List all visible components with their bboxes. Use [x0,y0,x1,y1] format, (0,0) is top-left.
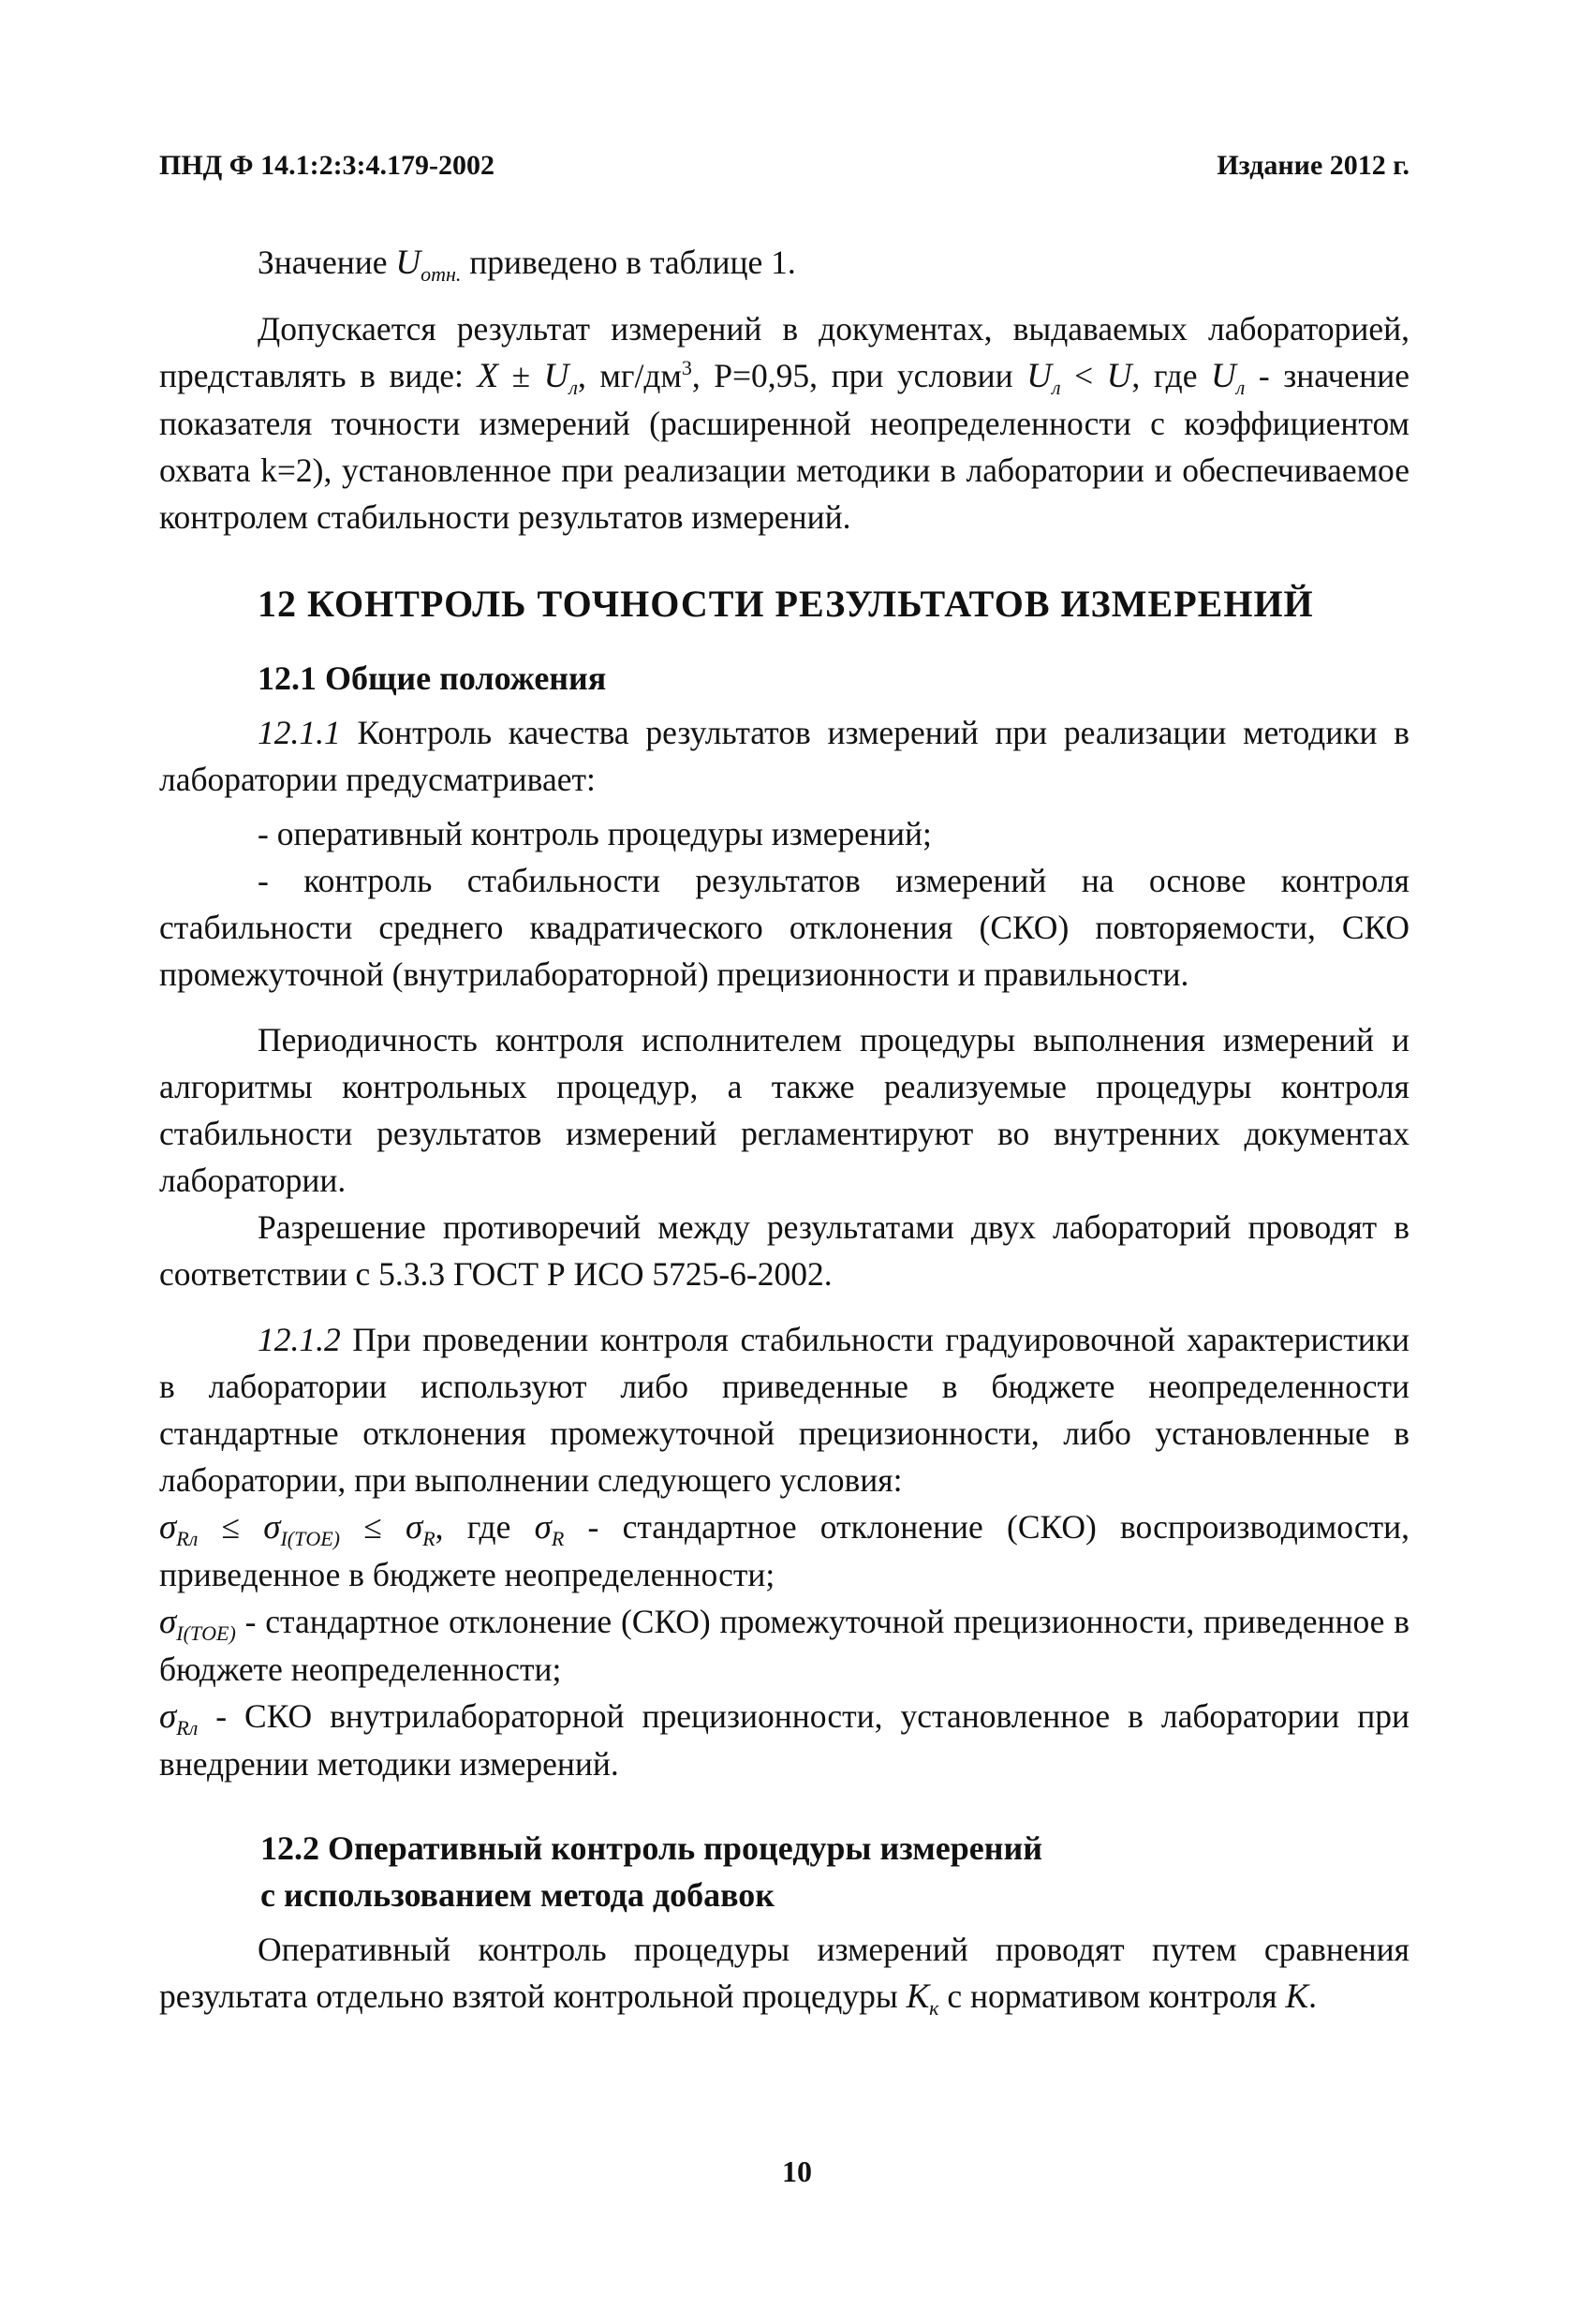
page-body [159,239,1410,2021]
subsection-heading-12-1: 12.1 Общие положения [258,659,607,697]
section-heading-12: 12 КОНТРОЛЬ ТОЧНОСТИ РЕЗУЛЬТАТОВ ИЗМЕРЕНИЙ [258,583,1314,625]
page-header [159,150,1410,187]
paragraph-result-format: Допускается результат измерений в документах, выдаваемых лабораторией, представлять в виде: $X \pm U_л$, $мг/дм^3$, Р=0,95, при условии $U_л < U$, где $U_л$ - значение показателя точности измерений (расширенной неопределенности с коэффициентом охвата k=2), установленное при реализации методики в лаборатории и обеспечиваемое контролем стабильности результатов измерений. [159,310,1410,536]
paragraph-resolution: Разрешение противоречий между результатами двух лабораторий проводят в соответствии с 5.3.3 ГОСТ Р ИСО 5725-6-2002. [159,1208,1410,1293]
edition-label: Издание 2012 г. [1217,150,1410,181]
clause-number: 12.1.1 [258,714,341,751]
formula-definition-itoe: $\sigma_{I(ТОЕ)}$ - стандартное отклонение (СКО) промежуточной прецизионности, приведенное в бюджете неопределенности; [159,1603,1410,1688]
subsection-heading-12-2: 12.2 Оперативный контроль процедуры измерений с использованием метода добавок [260,1829,1042,1914]
clause-number: 12.1.2 [258,1321,341,1358]
paragraph-12-1-2: 12.1.2 При проведении контроля стабильности градуировочной характеристики в лаборатории используют либо приведенные в бюджете неопределенности стандартные отклонения промежуточной прецизионности, либо установленные в лаборатории, при выполнении следующего условия: [159,1321,1410,1499]
paragraph-12-1-1: 12.1.1 Контроль качества результатов измерений при реализации методики в лаборатории предусматривает: [159,714,1410,798]
paragraph-periodicity: Периодичность контроля исполнителем процедуры выполнения измерений и алгоритмы контрольных процедур, а также реализуемые процедуры контроля стабильности результатов измерений регламентируют во внутренних документах лаборатории. [159,1021,1410,1199]
list-item: - контроль стабильности результатов измерений на основе контроля стабильности среднего квадратического отклонения (СКО) повторяемости, СКО промежуточной (внутрилабораторной) прецизионности и правильности. [159,862,1410,993]
list-item: - оперативный контроль процедуры измерений; [258,815,932,852]
paragraph-operative-control: Оперативный контроль процедуры измерений проводят путем сравнения результата отдельно взятой контрольной процедуры $К_к$ с нормативом контроля К. [159,1931,1410,2021]
symbol-u: U [395,244,421,282]
document-code: ПНД Ф 14.1:2:3:4.179-2002 [159,150,495,181]
page-number: 10 [782,2154,812,2188]
paragraph-u-value: Значение $U_{отн.}$ приведено в таблице 1. [258,244,796,287]
formula-definition-rl: $\sigma_{Rл}$ - СКО внутрилабораторной прецизионности, установленное в лаборатории при внедрении методики измерений. [159,1697,1410,1783]
formula-condition: $\sigma_{Rл} \le \sigma_{I(ТОЕ)} \le \sigma_R$, где $\sigma_R$ - стандартное отклонение (СКО) воспроизводимости, приведенное в бюджете неопределенности; [159,1508,1410,1593]
